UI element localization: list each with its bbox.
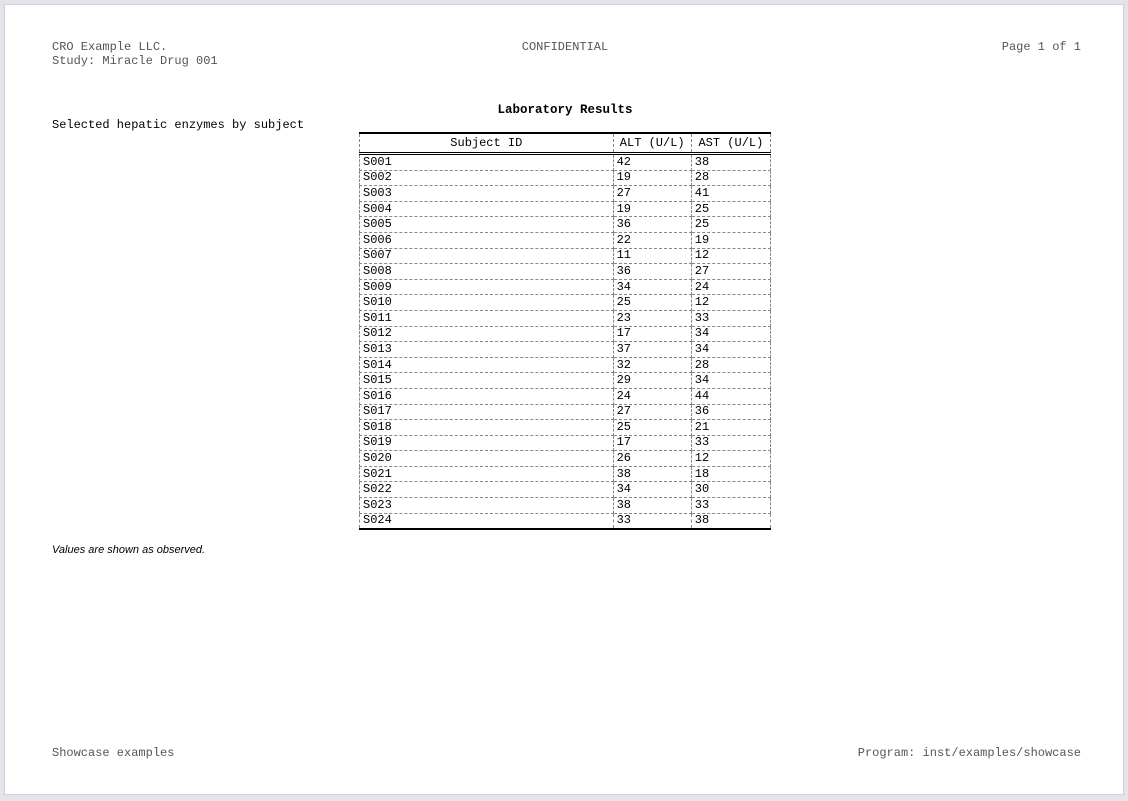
report-page xyxy=(4,4,1124,795)
alt-value-cell: 24 xyxy=(613,388,691,404)
study-name: Study: Miracle Drug 001 xyxy=(52,54,218,68)
table-row xyxy=(360,217,771,233)
table-row xyxy=(360,326,771,342)
alt-value-cell: 33 xyxy=(613,513,691,529)
subject-id-cell: S004 xyxy=(360,201,614,217)
subject-id-cell: S017 xyxy=(360,404,614,420)
table-row xyxy=(360,248,771,264)
subject-id-cell: S023 xyxy=(360,498,614,514)
alt-value-cell: 27 xyxy=(613,186,691,202)
table-row xyxy=(360,201,771,217)
table-row xyxy=(360,342,771,358)
ast-value-cell: 24 xyxy=(691,279,770,295)
table-row xyxy=(360,232,771,248)
alt-value-cell: 34 xyxy=(613,482,691,498)
table-row xyxy=(360,310,771,326)
ast-value-cell: 33 xyxy=(691,498,770,514)
report-subtitle: Selected hepatic enzymes by subject xyxy=(52,118,305,132)
subject-id-cell: S024 xyxy=(360,513,614,529)
alt-value-cell: 27 xyxy=(613,404,691,420)
subject-id-cell: S021 xyxy=(360,466,614,482)
lab-results-table xyxy=(359,132,771,530)
subject-id-cell: S014 xyxy=(360,357,614,373)
ast-value-cell: 44 xyxy=(691,388,770,404)
column-header-subject-id: Subject ID xyxy=(360,133,614,154)
subject-id-cell: S012 xyxy=(360,326,614,342)
table-row xyxy=(360,373,771,389)
subject-id-cell: S009 xyxy=(360,279,614,295)
ast-value-cell: 33 xyxy=(691,435,770,451)
table-row xyxy=(360,388,771,404)
alt-value-cell: 22 xyxy=(613,232,691,248)
subject-id-cell: S005 xyxy=(360,217,614,233)
table-row xyxy=(360,435,771,451)
alt-value-cell: 37 xyxy=(613,342,691,358)
subject-id-cell: S020 xyxy=(360,451,614,467)
footer-left: Showcase examples xyxy=(52,746,175,760)
ast-value-cell: 38 xyxy=(691,513,770,529)
ast-value-cell: 12 xyxy=(691,295,770,311)
table-row xyxy=(360,170,771,186)
ast-value-cell: 34 xyxy=(691,326,770,342)
alt-value-cell: 32 xyxy=(613,357,691,373)
subject-id-cell: S008 xyxy=(360,264,614,280)
alt-value-cell: 25 xyxy=(613,295,691,311)
table-row xyxy=(360,498,771,514)
ast-value-cell: 21 xyxy=(691,420,770,436)
footer-right: Program: inst/examples/showcase xyxy=(857,746,1081,760)
table-footnote: Values are shown as observed. xyxy=(52,544,206,556)
ast-value-cell: 41 xyxy=(691,186,770,202)
subject-id-cell: S022 xyxy=(360,482,614,498)
ast-value-cell: 12 xyxy=(691,248,770,264)
alt-value-cell: 36 xyxy=(613,264,691,280)
ast-value-cell: 38 xyxy=(691,154,770,171)
alt-value-cell: 36 xyxy=(613,217,691,233)
subject-id-cell: S003 xyxy=(360,186,614,202)
alt-value-cell: 29 xyxy=(613,373,691,389)
table-row xyxy=(360,295,771,311)
column-header-ast: AST (U/L) xyxy=(691,133,770,154)
ast-value-cell: 28 xyxy=(691,170,770,186)
table-row xyxy=(360,420,771,436)
alt-value-cell: 17 xyxy=(613,435,691,451)
table-row xyxy=(360,466,771,482)
subject-id-cell: S015 xyxy=(360,373,614,389)
alt-value-cell: 17 xyxy=(613,326,691,342)
ast-value-cell: 12 xyxy=(691,451,770,467)
report-title: Laboratory Results xyxy=(497,103,633,117)
company-name: CRO Example LLC. xyxy=(52,40,168,54)
table-row xyxy=(360,357,771,373)
table-row xyxy=(360,186,771,202)
subject-id-cell: S002 xyxy=(360,170,614,186)
subject-id-cell: S006 xyxy=(360,232,614,248)
subject-id-cell: S018 xyxy=(360,420,614,436)
alt-value-cell: 11 xyxy=(613,248,691,264)
subject-id-cell: S007 xyxy=(360,248,614,264)
alt-value-cell: 19 xyxy=(613,201,691,217)
table-row xyxy=(360,154,771,171)
ast-value-cell: 34 xyxy=(691,373,770,389)
table-row xyxy=(360,513,771,529)
alt-value-cell: 26 xyxy=(613,451,691,467)
ast-value-cell: 25 xyxy=(691,201,770,217)
ast-value-cell: 30 xyxy=(691,482,770,498)
ast-value-cell: 25 xyxy=(691,217,770,233)
ast-value-cell: 36 xyxy=(691,404,770,420)
subject-id-cell: S001 xyxy=(360,154,614,171)
table-row xyxy=(360,279,771,295)
alt-value-cell: 19 xyxy=(613,170,691,186)
table-row xyxy=(360,264,771,280)
subject-id-cell: S011 xyxy=(360,310,614,326)
ast-value-cell: 28 xyxy=(691,357,770,373)
alt-value-cell: 23 xyxy=(613,310,691,326)
ast-value-cell: 33 xyxy=(691,310,770,326)
ast-value-cell: 34 xyxy=(691,342,770,358)
alt-value-cell: 42 xyxy=(613,154,691,171)
ast-value-cell: 18 xyxy=(691,466,770,482)
page-number: Page 1 of 1 xyxy=(1001,40,1081,54)
subject-id-cell: S013 xyxy=(360,342,614,358)
alt-value-cell: 38 xyxy=(613,466,691,482)
column-header-alt: ALT (U/L) xyxy=(613,133,691,154)
subject-id-cell: S019 xyxy=(360,435,614,451)
table-body xyxy=(360,154,771,530)
ast-value-cell: 27 xyxy=(691,264,770,280)
table-row xyxy=(360,404,771,420)
table-header-row xyxy=(360,133,771,154)
subject-id-cell: S010 xyxy=(360,295,614,311)
subject-id-cell: S016 xyxy=(360,388,614,404)
ast-value-cell: 19 xyxy=(691,232,770,248)
alt-value-cell: 38 xyxy=(613,498,691,514)
alt-value-cell: 34 xyxy=(613,279,691,295)
confidential-label: CONFIDENTIAL xyxy=(521,40,609,54)
table-row xyxy=(360,482,771,498)
alt-value-cell: 25 xyxy=(613,420,691,436)
table-row xyxy=(360,451,771,467)
